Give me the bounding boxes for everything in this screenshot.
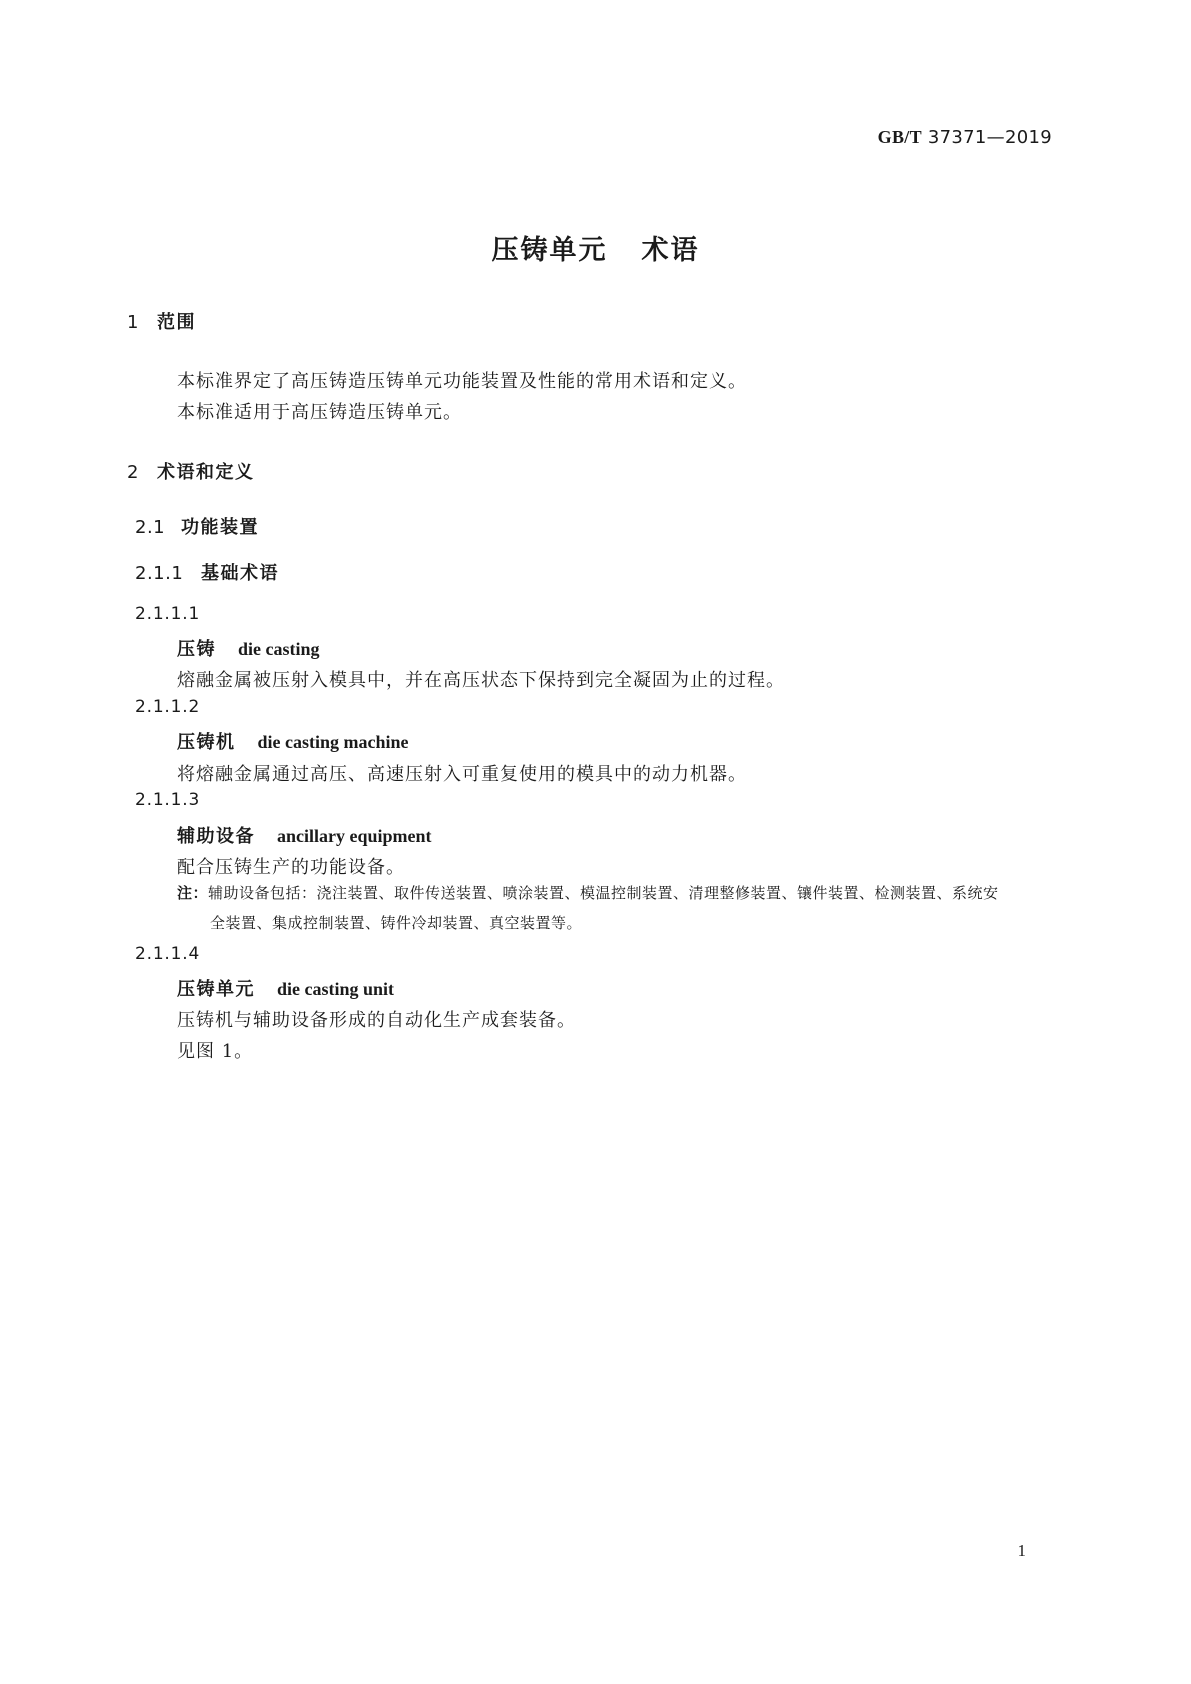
term-en: die casting unit	[277, 979, 395, 999]
scope-paragraph-1: 本标准界定了高压铸造压铸单元功能装置及性能的常用术语和定义。	[177, 371, 747, 392]
section-number: 1	[127, 312, 139, 333]
section-2-1-heading	[135, 513, 259, 539]
standard-code-number: 37371—2019	[927, 127, 1052, 148]
term-zh: 压铸机	[177, 732, 236, 753]
note-text-line2: 全装置、集成控制装置、铸件冷却装置、真空装置等。	[210, 914, 583, 932]
term-heading	[177, 822, 432, 848]
section-number: 2	[127, 462, 139, 483]
document-title-part1: 压铸单元	[491, 235, 608, 266]
term-number: 2.1.1.2	[135, 697, 201, 717]
term-definition: 配合压铸生产的功能设备。	[177, 857, 405, 878]
section-2-1-1-heading	[135, 559, 279, 585]
term-en: die casting machine	[257, 732, 409, 752]
term-zh: 压铸单元	[177, 979, 255, 1000]
standard-code	[878, 127, 1052, 148]
page-number: 1	[1017, 1541, 1026, 1560]
term-definition: 将熔融金属通过高压、高速压射入可重复使用的模具中的动力机器。	[177, 764, 747, 785]
section-number: 2.1.1	[135, 563, 184, 584]
document-title	[0, 228, 1191, 267]
term-zh: 辅助设备	[177, 826, 255, 847]
term-zh: 压铸	[177, 639, 216, 660]
term-number: 2.1.1.4	[135, 944, 201, 964]
document-title-part2: 术语	[641, 235, 700, 266]
term-note	[177, 878, 1057, 938]
section-2-heading	[127, 458, 255, 484]
standard-code-prefix: GB/T	[877, 127, 922, 147]
term-definition: 压铸机与辅助设备形成的自动化生产成套装备。	[177, 1010, 576, 1031]
term-number: 2.1.1.1	[135, 604, 201, 624]
term-heading	[177, 635, 320, 661]
section-title: 范围	[157, 312, 196, 333]
term-heading	[177, 728, 409, 754]
scope-paragraph-2: 本标准适用于高压铸造压铸单元。	[177, 402, 462, 423]
section-title: 基础术语	[201, 563, 279, 584]
term-number: 2.1.1.3	[135, 790, 201, 810]
term-en: die casting	[238, 639, 320, 659]
section-title: 术语和定义	[157, 462, 255, 483]
section-1-heading	[127, 308, 196, 334]
term-heading	[177, 975, 394, 1001]
note-text-line1: 辅助设备包括：浇注装置、取件传送装置、喷涂装置、模温控制装置、清理整修装置、镶件装置、检测装置、系统安	[208, 884, 999, 902]
figure-reference: 见图 1。	[177, 1041, 254, 1062]
section-title: 功能装置	[181, 517, 259, 538]
term-en: ancillary equipment	[277, 826, 432, 846]
note-label: 注：	[177, 884, 209, 902]
term-definition: 熔融金属被压射入模具中，并在高压状态下保持到完全凝固为止的过程。	[177, 670, 785, 691]
section-number: 2.1	[135, 517, 166, 538]
